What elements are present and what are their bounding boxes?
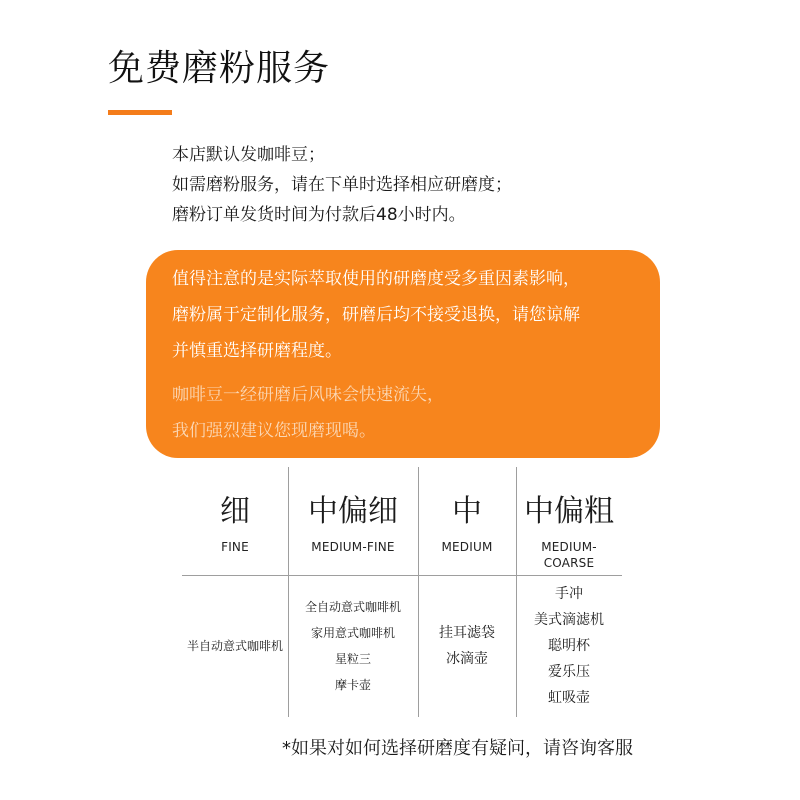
brew-method: 虹吸壶	[548, 690, 590, 706]
grind-header-medium-coarse	[516, 467, 622, 575]
grind-name-en: FINE	[221, 540, 249, 554]
grind-uses-medium-coarse	[516, 575, 622, 717]
grind-name-zh: 中偏细	[308, 494, 398, 529]
grind-header-medium-fine	[288, 467, 418, 575]
brew-method: 冰滴壶	[446, 651, 488, 667]
grind-name-en: MEDIUM-FINE	[311, 540, 395, 554]
grind-name-zh: 细	[220, 494, 250, 529]
brew-method: 挂耳滤袋	[439, 625, 495, 641]
grind-name-en: MEDIUM	[441, 540, 493, 554]
grind-header-fine	[182, 467, 288, 575]
brew-method: 美式滴滤机	[534, 612, 604, 628]
notice-box	[146, 250, 660, 458]
grind-name-zh: 中	[452, 494, 482, 529]
intro-text	[172, 140, 512, 230]
intro-line: 本店默认发咖啡豆；	[172, 145, 325, 165]
brew-method: 半自动意式咖啡机	[186, 639, 283, 653]
grind-uses-medium	[418, 575, 516, 717]
brew-method: 爱乐压	[548, 664, 590, 680]
brew-method: 手冲	[555, 586, 583, 602]
title-underline	[108, 110, 172, 115]
notice-highlight-line: 咖啡豆一经研磨后风味会快速流失，	[172, 385, 444, 405]
grind-uses-fine	[182, 575, 288, 717]
notice-highlight-line: 我们强烈建议您现磨现喝。	[172, 421, 376, 441]
grind-level-table	[182, 467, 622, 717]
brew-method: 全自动意式咖啡机	[304, 600, 401, 614]
notice-line: 磨粉属于定制化服务，研磨后均不接受退换，请您谅解	[172, 305, 580, 325]
intro-line: 磨粉订单发货时间为付款后48小时内。	[172, 205, 466, 225]
brew-method: 聪明杯	[548, 638, 590, 654]
grind-uses-medium-fine	[288, 575, 418, 717]
brew-method: 摩卡壶	[334, 678, 371, 692]
brew-method: 星粒三	[334, 652, 371, 666]
footnote: *如果对如何选择研磨度有疑问，请咨询客服	[282, 738, 633, 759]
page-title: 免费磨粉服务	[108, 48, 331, 89]
brew-method: 家用意式咖啡机	[310, 626, 395, 640]
grind-name-zh: 中偏粗	[524, 494, 614, 529]
notice-line: 并慎重选择研磨程度。	[172, 341, 342, 361]
grind-name-en: MEDIUM-COARSE	[541, 540, 597, 570]
intro-line: 如需磨粉服务，请在下单时选择相应研磨度；	[172, 175, 512, 195]
grind-header-medium	[418, 467, 516, 575]
notice-line: 值得注意的是实际萃取使用的研磨度受多重因素影响，	[172, 269, 580, 289]
